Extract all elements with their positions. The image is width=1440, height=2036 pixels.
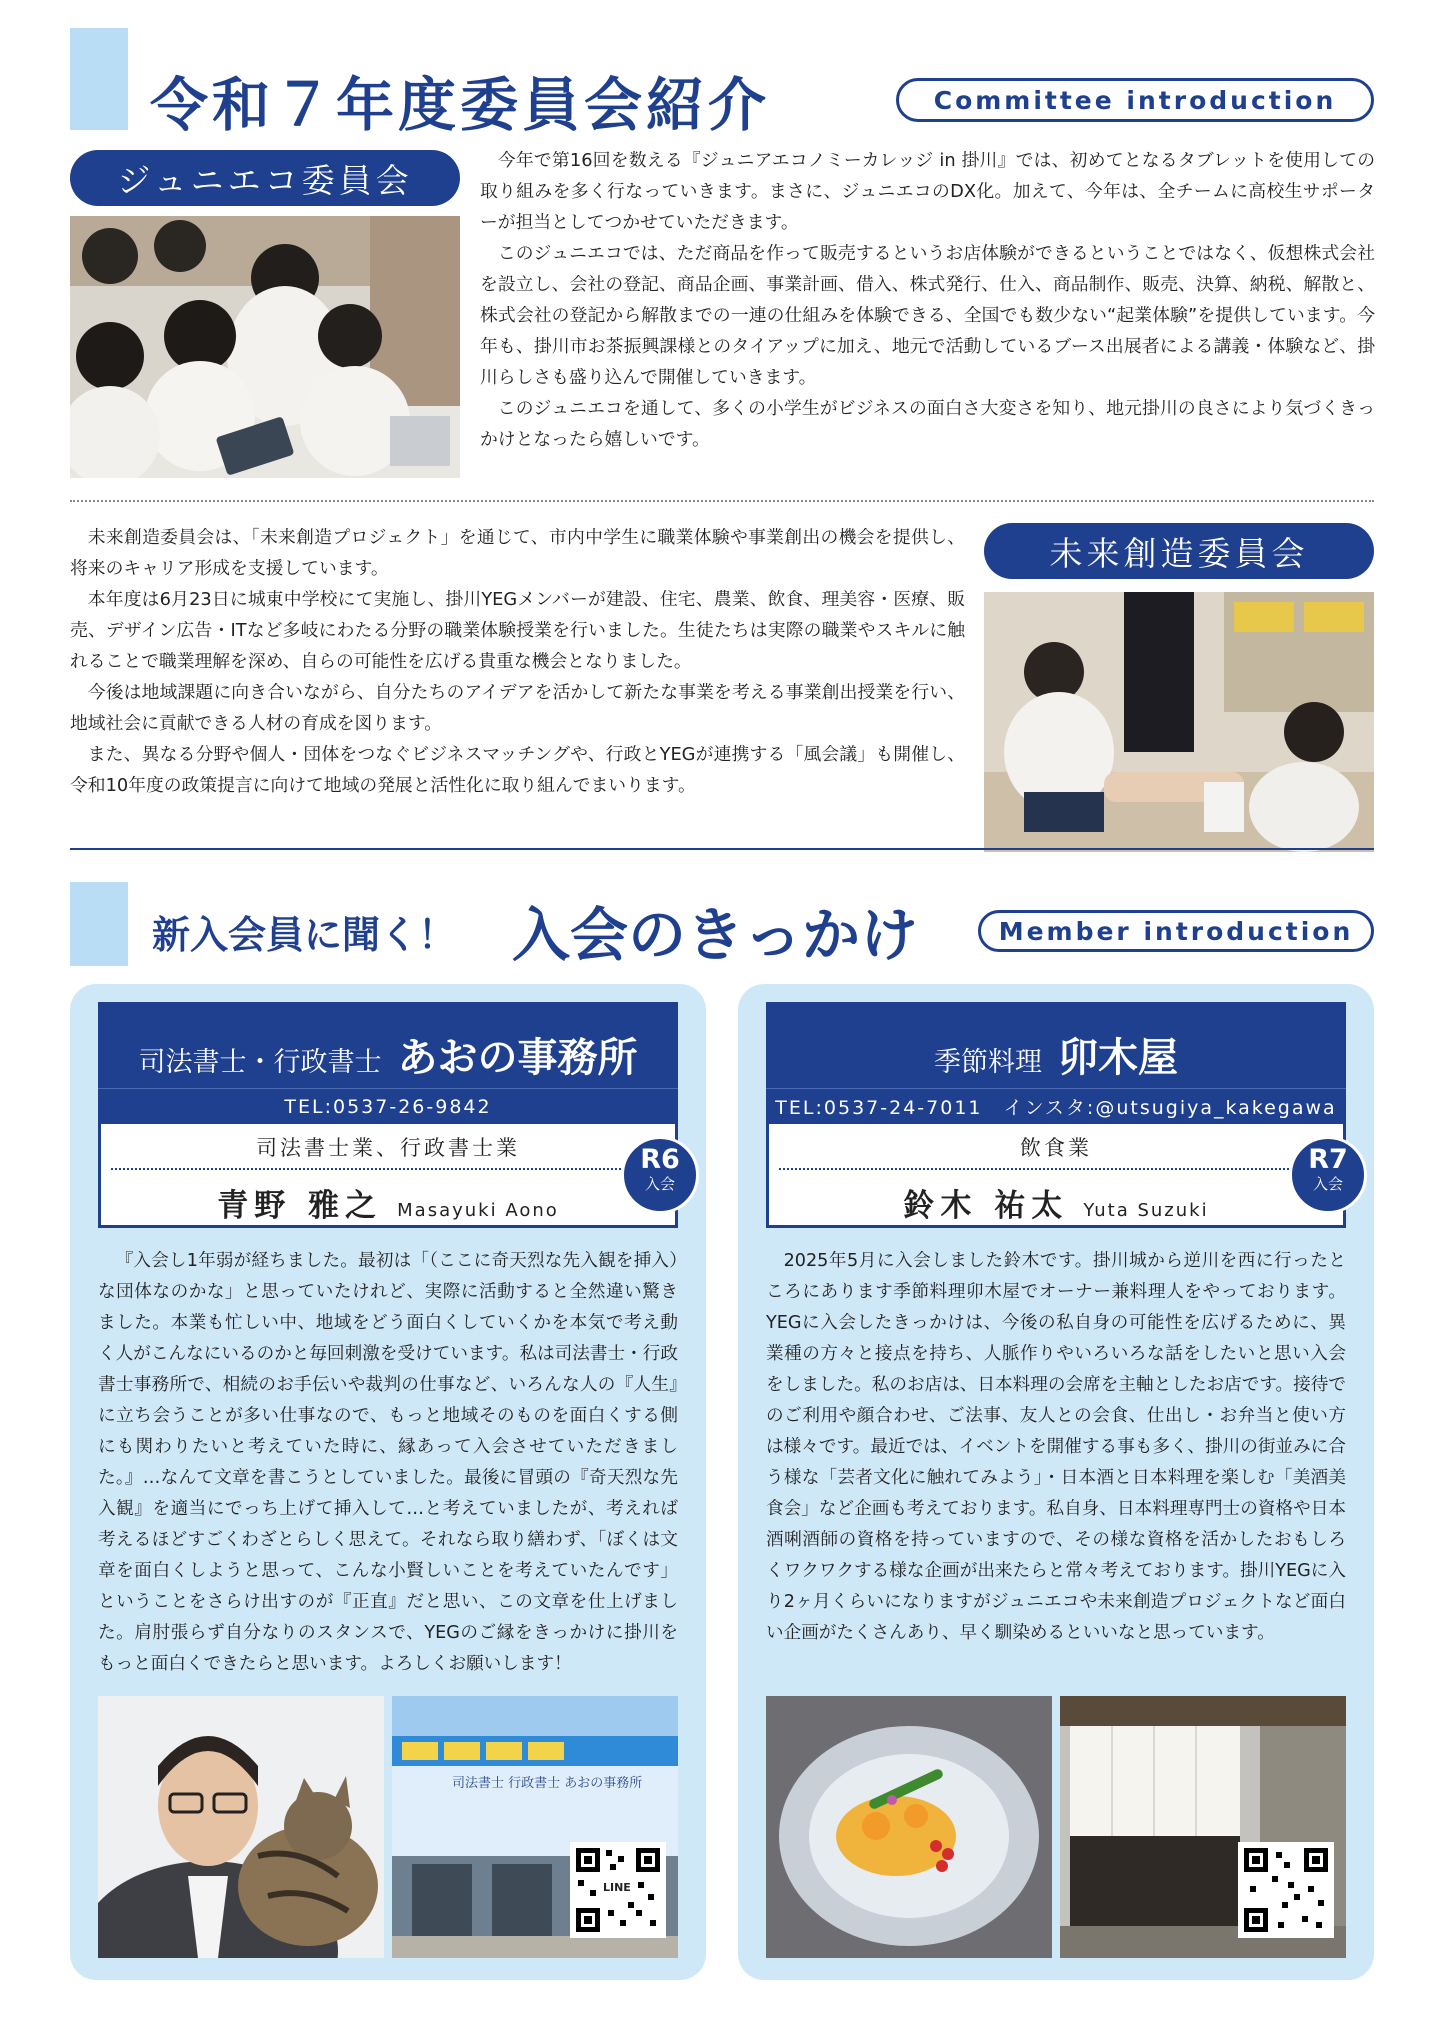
instagram-qr-code[interactable]	[1238, 1842, 1334, 1938]
mirai-description	[70, 522, 965, 801]
dotted-divider	[111, 1168, 665, 1170]
qr-label: LINE	[600, 1880, 634, 1895]
member-name-jp: 鈴木 祐太	[903, 1188, 1069, 1224]
badge-year: R7	[1308, 1144, 1348, 1175]
section-title-prefix: 新入会員に聞く！	[152, 913, 457, 957]
badge-label: 入会	[1312, 1175, 1343, 1193]
juni-paragraph: このジュニエコでは、ただ商品を作って販売するというお店体験ができるということではなく、仮想株式会社を設立し、会社の登記、商品企画、事業計画、借入、株式発行、仕入、商品制作、販売、決算、納税、解散と、株式会社の登記から解散までの一連の仕組みを体験できる、全国でも数少ない“起業体験”を提供しています。今年も、掛川市お茶振興課様とのタイアップに加え、地元で活動しているブース出展者による講義・体験など、掛川らしさも盛り込んで開催していきます。	[480, 243, 1375, 388]
member-portrait-photo	[98, 1696, 384, 1958]
section-subtitle-en: Member introduction	[978, 910, 1374, 952]
member-name-en: Yuta Suzuki	[1083, 1200, 1209, 1221]
badge-label: 入会	[644, 1175, 675, 1193]
member-card-aono	[70, 984, 706, 1980]
juni-eco-description	[480, 145, 1375, 455]
juni-paragraph: このジュニエコを通して、多くの小学生がビジネスの面白さ大変さを知り、地元掛川の良さにより気づくきっかけとなったら嬉しいです。	[480, 398, 1375, 450]
join-year-badge	[1289, 1136, 1367, 1214]
mirai-paragraph: 未来創造委員会は、「未来創造プロジェクト」を通じて、市内中学生に職業体験や事業創出の機会を提供し、将来のキャリア形成を支援しています。	[70, 527, 965, 579]
business-type: 季節料理	[934, 1047, 1042, 1078]
dotted-divider	[779, 1168, 1333, 1170]
member-business-header	[98, 1002, 678, 1088]
section-title: 入会のきっかけ	[512, 901, 919, 969]
line-qr-code[interactable]	[570, 1842, 666, 1938]
member-card-suzuki	[738, 984, 1374, 1980]
business-name: 卯木屋	[1058, 1035, 1178, 1081]
member-name	[769, 1180, 1343, 1225]
mirai-photo	[984, 592, 1374, 852]
section-divider	[70, 848, 1374, 850]
badge-year: R6	[640, 1144, 680, 1175]
section-accent-bar	[70, 28, 128, 130]
member-message: 2025年5月に入会しました鈴木です。掛川城から逆川を西に行ったところにあります季節料理卯木屋でオーナー兼料理人をやっております。YEGに入会したきっかけは、今後の私自身の可能性を広げるために、異業種の方々と接点を持ち、人脈作りやいろいろな話をしたいと思い入会をしました。私のお店は、日本料理の会席を主軸としたお店です。接待でのご利用や顔合わせ、ご法事、友人との会食、仕出し・お弁当と使い方は様々です。最近では、イベントを開催する事も多く、掛川の街並みに合う様な「芸者文化に触れてみよう」・日本酒と日本料理を楽しむ「美酒美食会」など企画も考えております。私自身、日本料理専門士の資格や日本酒唎酒師の資格を持っていますので、その様な資格を活かしたおもしろくワクワクする様な企画が出来たらと常々考えております。掛川YEGに入り2ヶ月くらいになりますがジュニエコや未来創造プロジェクトなど面白い企画がたくさんあり、早く馴染めるといいなと思っています。	[766, 1251, 1346, 1643]
member-name	[101, 1180, 675, 1225]
section-accent-bar	[70, 882, 128, 966]
business-type: 司法書士・行政書士	[138, 1047, 382, 1078]
member-name-jp: 青野 雅之	[217, 1188, 383, 1224]
restaurant-entrance-photo	[1060, 1696, 1346, 1958]
dotted-divider	[70, 500, 1374, 502]
member-industry: 飲食業	[1020, 1136, 1092, 1160]
join-year-badge	[621, 1136, 699, 1214]
office-storefront-photo	[392, 1696, 678, 1958]
mirai-paragraph: 今後は地域課題に向き合いながら、自分たちのアイデアを活かして新たな事業を考える事業創出授業を行い、地域社会に貢献できる人材の育成を図ります。	[70, 682, 965, 734]
member-industry: 司法書士業、行政書士業	[256, 1136, 520, 1160]
committee-label-mirai: 未来創造委員会	[984, 523, 1374, 579]
page-title: 令和７年度委員会紹介	[150, 71, 771, 139]
section-subtitle-en: Committee introduction	[896, 78, 1374, 122]
member-name-en: Masayuki Aono	[397, 1200, 559, 1221]
dish-photo	[766, 1696, 1052, 1958]
juni-eco-photo	[70, 216, 460, 478]
office-sign-text: 司法書士 行政書士 あおの事務所	[452, 1776, 643, 1791]
member-message: 『入会し1年弱が経ちました。最初は「（ここに奇天烈な先入観を挿入）な団体なのかな」と思っていたけれど、実際に活動すると全然違い驚きました。本業も忙しい中、地域をどう面白くしていくかを本気で考え動く人がこんなにいるのかと毎回刺激を受けています。私は司法書士・行政書士事務所で、相続のお手伝いや裁判の仕事など、いろんな人の『人生』に立ち会うことが多い仕事なので、もっと地域そのものを面白くする側にも関わりたいと考えていた時に、縁あって入会させていただきました。』…なんて文章を書こうとしていました。最後に冒頭の『奇天烈な先入観』を適当にでっち上げて挿入して…と考えていましたが、考えれば考えるほどすごくわざとらしく思えて。それなら取り繕わず、「ぼくは文章を面白くしようと思って、こんな小賢しいことを考えていたんです」ということをさらけ出すのが『正直』だと思い、この文章を仕上げました。肩肘張らず自分なりのスタンスで、YEGのご縁をきっかけに掛川をもっと面白くできたらと思います。よろしくお願いします！	[98, 1251, 678, 1674]
member-business-header	[766, 1002, 1346, 1088]
mirai-paragraph: 本年度は6月23日に城東中学校にて実施し、掛川YEGメンバーが建設、住宅、農業、飲食、理美容・医療、販売、デザイン広告・ITなど多岐にわたる分野の職業体験授業を行いました。生徒たちは実際の職業やスキルに触れることで職業理解を深め、自らの可能性を広げる貴重な機会となりました。	[70, 589, 965, 672]
member-info-box	[766, 1124, 1346, 1228]
business-tel: TEL:0537-24-7011 インスタ:@utsugiya_kakegawa	[766, 1088, 1346, 1124]
juni-paragraph: 今年で第16回を数える『ジュニアエコノミーカレッジ in 掛川』では、初めてとなるタブレットを使用しての取り組みを多く行なっていきます。まさに、ジュニエコのDX化。加えて、今年は、全チームに高校生サポーターが担当としてつかせていただきます。	[480, 150, 1375, 233]
business-name: あおの事務所	[397, 1035, 638, 1081]
business-tel: TEL:0537-26-9842	[98, 1088, 678, 1124]
mirai-paragraph: また、異なる分野や個人・団体をつなぐビジネスマッチングや、行政とYEGが連携する「風会議」も開催し、令和10年度の政策提言に向けて地域の発展と活性化に取り組んでまいります。	[70, 744, 965, 796]
member-info-box	[98, 1124, 678, 1228]
committee-label-juni: ジュニエコ委員会	[70, 150, 460, 206]
